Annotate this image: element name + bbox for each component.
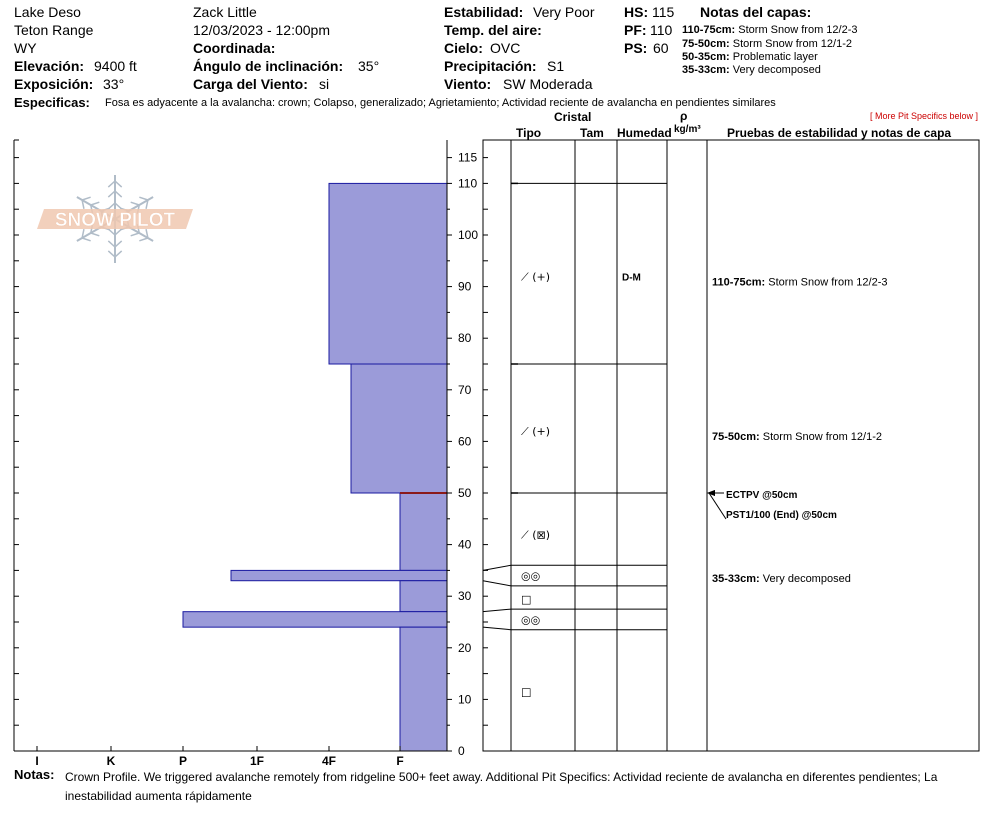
depth-tick-label: 60 bbox=[458, 434, 472, 449]
snowflake-branch bbox=[139, 238, 148, 241]
grain-symbol: ⟋ (⊠) bbox=[521, 528, 550, 542]
grain-symbol: ◎◎ bbox=[521, 569, 541, 583]
layer-notes-title: Notas del capas: bbox=[700, 4, 812, 20]
hardness-axis bbox=[35, 746, 403, 768]
ps-label: PS: bbox=[624, 40, 648, 56]
layer-comment bbox=[712, 276, 887, 288]
snowflake-branch bbox=[139, 197, 148, 200]
layer-comment bbox=[712, 431, 882, 443]
stability-test-label: ECTPV @50cm bbox=[726, 490, 798, 501]
snowflake-branch bbox=[131, 233, 140, 236]
hardness-layer bbox=[351, 364, 447, 493]
depth-tick-label: 100 bbox=[458, 228, 479, 242]
layer-note: 110-75cm: Storm Snow from 12/2-3 bbox=[682, 24, 858, 36]
grain-symbol: ⟋ (+) bbox=[521, 270, 550, 284]
elevation-value: 9400 ft bbox=[94, 58, 137, 74]
grain-symbol: ⟋ (+) bbox=[521, 425, 550, 439]
aspect-label: Exposición: bbox=[14, 76, 94, 92]
layer-comment-range: 110-75cm: bbox=[712, 276, 769, 289]
snowflake-branch bbox=[91, 202, 100, 205]
airtemp-label: Temp. del aire: bbox=[444, 22, 542, 38]
depth-axis bbox=[447, 151, 478, 758]
snowflake-branch bbox=[115, 181, 122, 187]
size-header: Tam bbox=[580, 126, 604, 140]
layer-comment-range: 75-50cm: bbox=[712, 431, 763, 444]
more-specifics-link[interactable]: [ More Pit Specifics below ] bbox=[870, 111, 979, 121]
stability-test-label: PST1/100 (End) @50cm bbox=[726, 510, 837, 521]
slope-value: 35° bbox=[358, 58, 380, 74]
coordinate-label: Coordinada: bbox=[193, 40, 276, 56]
notes-text: Crown Profile. We triggered avalanche remotely from ridgeline 500+ feet away. Additional Pit Specifics: Actividad reciente de avalancha en diferentes pendientes; La inestabilidad aumenta rápidamente bbox=[65, 770, 938, 803]
hardness-tick-label: 1F bbox=[249, 754, 265, 768]
depth-tick-label: 110 bbox=[458, 176, 478, 191]
moisture-header: Humedad bbox=[617, 126, 672, 140]
rho-header: ρ bbox=[680, 109, 688, 123]
snowflake-branch bbox=[91, 233, 100, 236]
specifics-text: Fosa es adyacente a la avalancha: crown; Colapso, generalizado; Agrietamiento; Actividad reciente de avalancha en pendientes similares bbox=[105, 97, 776, 109]
wind-label: Viento: bbox=[444, 76, 492, 92]
hardness-tick-label: 4F bbox=[321, 754, 337, 768]
grain-symbol: □ bbox=[521, 592, 532, 606]
snowflake-branch bbox=[108, 251, 115, 257]
table-outline bbox=[483, 140, 979, 751]
depth-tick-label: 80 bbox=[458, 331, 472, 346]
depth-tick-label: 50 bbox=[458, 486, 472, 500]
logo-text: SNOW PILOT bbox=[54, 210, 176, 231]
aspect-value: 33° bbox=[103, 76, 125, 92]
depth-tick-label: 20 bbox=[458, 640, 472, 655]
snowflake-branch bbox=[82, 197, 91, 200]
wind-value: SW Moderada bbox=[503, 76, 593, 92]
hs-value: 115 bbox=[652, 4, 675, 20]
depth-tick-label: 70 bbox=[458, 382, 472, 397]
hardness-tick-label: K bbox=[106, 754, 116, 768]
layer-comment-range: 35-33cm: bbox=[712, 573, 763, 586]
layer-comment-text: Very decomposed bbox=[762, 573, 851, 586]
precip-label: Precipitación: bbox=[444, 58, 537, 74]
hardness-tick-label: P bbox=[178, 754, 188, 768]
location: Lake Deso bbox=[14, 4, 81, 20]
stability-label: Estabilidad: bbox=[444, 4, 524, 20]
snowpilot-logo bbox=[37, 175, 193, 263]
snowflake-branch bbox=[115, 241, 122, 247]
layer-note: 35-33cm: Very decomposed bbox=[682, 64, 821, 76]
layer-note: 50-35cm: Problematic layer bbox=[682, 51, 818, 63]
depth-tick-label: 10 bbox=[458, 692, 472, 707]
hardness-tick-label: I bbox=[35, 754, 39, 768]
tests-header: Pruebas de estabilidad y notas de capa bbox=[727, 126, 952, 140]
test-arrowhead bbox=[707, 490, 715, 496]
observer: Zack Little bbox=[193, 4, 257, 20]
windload-value: si bbox=[319, 76, 330, 92]
crystal-header: Cristal bbox=[554, 110, 592, 124]
density-unit-header: kg/m³ bbox=[674, 124, 701, 135]
state: WY bbox=[14, 40, 37, 56]
moisture-value: D-M bbox=[622, 272, 641, 284]
precip-value: S1 bbox=[547, 58, 565, 74]
snowflake-branch bbox=[82, 238, 91, 241]
ps-value: 60 bbox=[653, 40, 669, 56]
depth-tick-label: 40 bbox=[458, 537, 472, 552]
stability-value: Very Poor bbox=[533, 4, 595, 20]
sky-label: Cielo: bbox=[444, 40, 483, 56]
pf-value: 110 bbox=[650, 22, 673, 38]
notes-label: Notas: bbox=[14, 767, 55, 782]
range: Teton Range bbox=[14, 22, 94, 38]
hardness-layer bbox=[183, 612, 447, 627]
snowflake-branch bbox=[108, 191, 115, 197]
layer-note: 75-50cm: Storm Snow from 12/1-2 bbox=[682, 38, 852, 50]
hardness-layer bbox=[400, 627, 447, 751]
depth-tick-label: 90 bbox=[458, 279, 472, 294]
type-header: Tipo bbox=[516, 126, 542, 140]
hardness-layer bbox=[400, 493, 447, 570]
hardness-tick-label: F bbox=[396, 754, 404, 768]
datetime: 12/03/2023 - 12:00pm bbox=[193, 22, 330, 38]
snowflake-branch bbox=[131, 202, 140, 205]
layer-comment bbox=[712, 573, 851, 585]
snowflake-branch bbox=[115, 191, 122, 197]
pf-label: PF: bbox=[624, 22, 647, 38]
layer-comment-text: Storm Snow from 12/1-2 bbox=[762, 431, 882, 444]
sky-value: OVC bbox=[490, 40, 521, 56]
layer-comment-text: Storm Snow from 12/2-3 bbox=[768, 276, 888, 289]
windload-label: Carga del Viento: bbox=[193, 76, 308, 92]
grain-symbol: ◎◎ bbox=[521, 613, 541, 627]
hardness-profile bbox=[183, 183, 447, 751]
test-arrow bbox=[709, 493, 726, 519]
depth-tick-label: 30 bbox=[458, 589, 472, 604]
hardness-layer bbox=[329, 183, 447, 364]
crystal-table bbox=[483, 140, 979, 751]
depth-tick-label: 115 bbox=[458, 150, 478, 165]
specifics-label: Especificas: bbox=[14, 95, 90, 110]
grain-symbol: □ bbox=[521, 685, 532, 699]
snowflake-branch bbox=[108, 181, 115, 187]
hs-label: HS: bbox=[624, 4, 649, 20]
snowflake-branch bbox=[115, 251, 122, 257]
hardness-layer bbox=[231, 570, 447, 580]
elevation-label: Elevación: bbox=[14, 58, 85, 74]
hardness-layer bbox=[400, 581, 447, 612]
snowflake-branch bbox=[108, 241, 115, 247]
slope-label: Ángulo de inclinación: bbox=[193, 58, 344, 74]
depth-tick-label: 0 bbox=[458, 744, 465, 758]
